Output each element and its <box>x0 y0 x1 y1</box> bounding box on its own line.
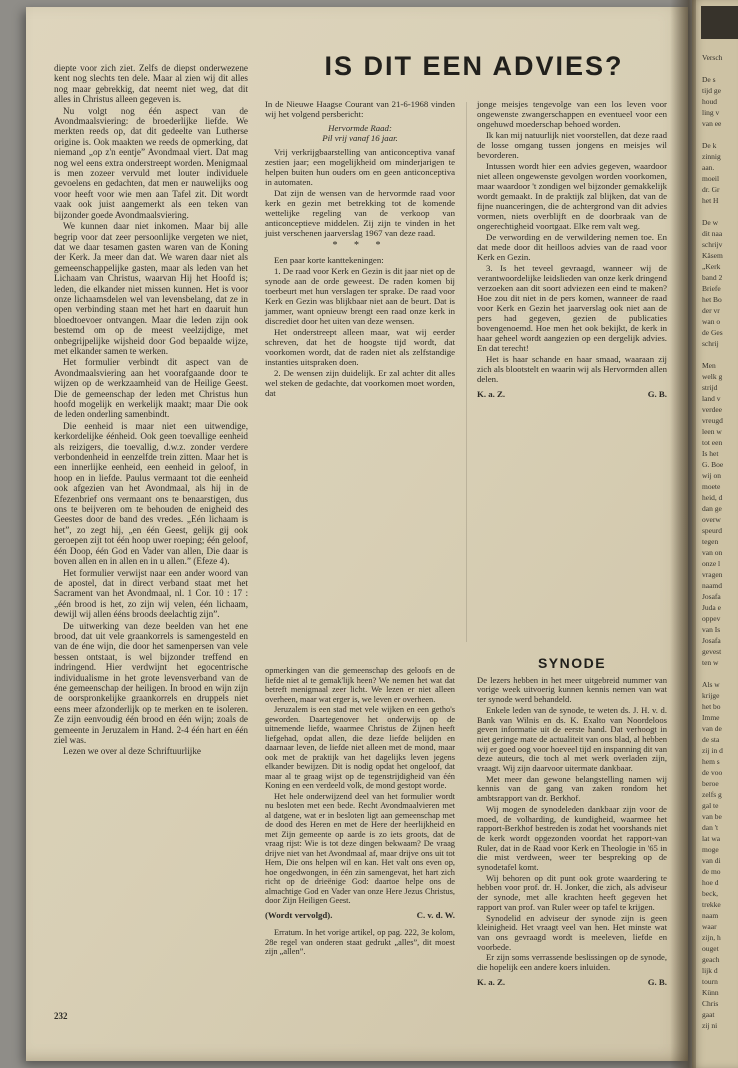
paragraph: onze l <box>702 559 721 568</box>
paragraph: tot een <box>702 438 723 447</box>
paragraph: krijge <box>702 691 720 700</box>
paragraph: Enkele leden van de synode, te weten ds. J. H. v. d. Bank van Wilnis en ds. K. Exalto van Noordeloos geven informatie uit de eerste hand. Dat verhoogt in niet geringe mate de actualiteit van ons blad, al hebben wij er goed oog voor hoeveel tijd en inspanning dit van deze auteurs, die toch al met werk overladen zijn, vraagt. Wij zijn daarvoor uitermate dankbaar. <box>477 704 667 774</box>
paragraph: Briefe <box>702 284 721 293</box>
paragraph: De lezers hebben in het meer uitgebreid nummer van vorige week uitvoerig kunnen kennis nemen van wat ter synode werd behandeld. <box>477 674 667 705</box>
synode-text <box>477 676 667 973</box>
paragraph: Het onderstreept alleen maar, wat wij eerder schreven, dat het de hoogste tijd wordt, dat voorkomen wordt, dat de raden niet als zelfstandige instanties uitspraken doen. <box>265 327 455 367</box>
paragraph: land v <box>702 394 721 403</box>
paragraph: van Is <box>702 625 721 634</box>
paragraph: De s <box>702 75 716 84</box>
synode-column <box>477 655 667 988</box>
paragraph: trekke <box>702 900 721 909</box>
paragraph: Jeruzalem is een stad met vele wijken en een getho's geworden. Daartegenover het onderwijs op de uitnemende liefde, waarmee Christus de Zijnen heeft liefgehad, opdat allen, die deze liefde belijden en daarnaar leven, de liefde niet alleen met de mond, maar ook met de praktijk van het dagelijks leven jegens elkander bewijzen. Dit is nodig opdat het ongeloof, dat maar al te graag wijst op de tegenstrijdigheid van één Koning en een verdeeld volk, de mond gestopt worde. <box>265 705 455 790</box>
paragraph: dit naa <box>702 229 723 238</box>
page-number: 232 <box>54 1011 68 1021</box>
paragraph: In de Nieuwe Haagse Courant van 21-6-1968 vinden wij het volgend persbericht: <box>265 99 455 119</box>
paragraph: Het formulier verwijst naar een ander woord van de apostel, dat in direct verband staat met het Sacrament van het Avondmaal, nl. 1 Cor. 10 : 17 : „één brood is het, zo zijn wij velen, één lichaam, dewijl wij allen ééns broods deelachtig zijn”. <box>54 567 248 620</box>
paragraph: Die eenheid is maar niet een uitwendige, kerkordelijke éénheid. Ook geen toevallige eenheid als reizigers, die toevallig, d.w.z. zonder verdere verbondenheid in eenzelfde trein zitten. Maar het is een innerlijke eenheid, een eenheid in geloof, in hoop en in liefde. Paulus vermaant tot die eenheid ook afgezien van het Avondmaal, als hij in de Efezenbrief ons vermaant ons te benaarstigen, dus ons te beijveren om te behouden de enigheid des Geestes door de band des vredes. „Eén lichaam is het”, zo zegt hij, „en één Geest, gelijk gij ook geroepen zijt tot één hoop uwer roeping; één geloof, één Doop, één God en Vader van allen, Die daar is boven allen en in allen en in u allen.” (Efeze 4). <box>54 420 248 567</box>
paragraph: diepte voor zich ziet. Zelfs de diepst onderwezene kent nog slechts ten dele. Maar al zien wij dit alles nog maar gebrekkig, dat neemt niet weg, dat dit alles in Christus alleen gegeven is. <box>54 63 248 105</box>
paragraph: ten w <box>702 658 719 667</box>
paragraph: naam <box>702 911 719 920</box>
to-be-continued-note: (Wordt vervolgd). <box>265 909 333 920</box>
paragraph: wan o <box>702 317 721 326</box>
paragraph: zij in d <box>702 746 723 755</box>
paragraph: de mo <box>702 867 721 876</box>
paragraph: jonge meisjes tengevolge van een los leven voor ongewenste zwangerschappen en eventueel voor een ongehuwd moederschap behoed worden. <box>477 99 667 129</box>
column-rule <box>466 102 467 642</box>
paragraph: 3. Is het teveel gevraagd, wanneer wij de verantwoordelijke leidslieden van onze kerk dringend verzoeken aan dit soort adviezen een eind te maken? Hoe zou dit niet in de pers komen, wanneer de raad voor Kerk en Gezin het jaarverslag ook niet aan de pers had gegeven, gezien de publicaties bovengenoemd. Hoe men het ook bekijkt, de kerk in haar geheel wordt aangezien op een dergelijk advies. En dat terecht! <box>477 263 667 353</box>
paragraph: lijk d <box>702 966 718 975</box>
paragraph: naamd <box>702 581 722 590</box>
paragraph: zinnig <box>702 152 721 161</box>
paragraph: gaat <box>702 1010 715 1019</box>
paragraph: G. Boe <box>702 460 724 469</box>
paragraph: tegen <box>702 537 719 546</box>
adjacent-page-clipped-text <box>702 52 738 1031</box>
paragraph: ling v <box>702 108 720 117</box>
paragraph: de Ges <box>702 328 723 337</box>
paragraph: Chris <box>702 999 719 1008</box>
paragraph: speurd <box>702 526 722 535</box>
paragraph: De k <box>702 141 717 150</box>
section-divider-stars: * * * <box>332 240 388 251</box>
magazine-page <box>26 7 688 1061</box>
paragraph: Met meer dan gewone belangstelling namen wij kennis van de gang van zaken rondom het ambtsrapport van dr. Berkhof. <box>477 773 667 804</box>
advies-remarks <box>265 255 455 398</box>
paragraph: Een paar korte kanttekeningen: <box>274 255 384 265</box>
paragraph: oppev <box>702 614 721 623</box>
paragraph: het H <box>702 196 719 205</box>
paragraph: dan ge <box>702 504 722 513</box>
paragraph: leen w <box>702 427 722 436</box>
paragraph: Vrij verkrijgbaarstelling van anticonceptiva vanaf zestien jaar; een mogelijkheid om minderjarigen te helpen buiten hun ouders om en geen anticonceptiva in automaten. <box>265 147 455 187</box>
paragraph: tourn <box>702 977 718 986</box>
paragraph: gevest <box>702 647 722 656</box>
adjacent-page-sliver <box>692 0 738 1068</box>
advies-signature-row <box>477 389 667 399</box>
paragraph: verdee <box>702 405 722 414</box>
paragraph: Is het <box>702 449 719 458</box>
advies-press-body <box>265 147 455 238</box>
erratum-note: Erratum. In het vorige artikel, op pag. 222, 3e kolom, 28e regel van onderen staat gedrukt „alles”, dit moest zijn „allen”. <box>265 928 455 956</box>
paragraph: houd <box>702 97 717 106</box>
paragraph: Als w <box>702 680 720 689</box>
paragraph: de voo <box>702 768 723 777</box>
paragraph: van ee <box>702 119 722 128</box>
paragraph: van de <box>702 724 722 733</box>
paragraph: Juda e <box>702 603 721 612</box>
paragraph: Ik kan mij natuurlijk niet voorstellen, dat deze raad de losse omgang tussen jongens en meisjes wil bevorderen. <box>477 130 667 160</box>
paragraph: moeil <box>702 174 720 183</box>
paragraph: Hervormde Raad: <box>328 123 392 133</box>
paragraph: Synodelid en adviseur der synode zijn is geen kleinigheid. Het vraagt veel van hen. Het minste wat van ons gevraagd wordt is meeleven, liefde en voorbede. <box>477 912 667 952</box>
paragraph: strijd <box>702 383 718 392</box>
paragraph: band 2 <box>702 273 723 282</box>
paragraph: Josafa <box>702 592 721 601</box>
paragraph: vreugd <box>702 416 723 425</box>
paragraph: zelfs g <box>702 790 722 799</box>
paragraph: van on <box>702 548 723 557</box>
paragraph: schrij <box>702 339 719 348</box>
paragraph: gal te <box>702 801 719 810</box>
paragraph <box>702 129 738 140</box>
paragraph: van be <box>702 812 722 821</box>
paragraph <box>702 206 738 217</box>
paragraph <box>702 349 738 360</box>
paragraph: Het formulier verbindt dit aspect van de Avondmaalsviering aan het voorafgaande door te wijzen op de werkzaamheid van de Heilige Geest. Die de gemeenschap der leden met Christus hun hoofd mogelijk en werkelijk maakt; maar Die ook de leden onderling samenbindt. <box>54 357 248 420</box>
left-article-column <box>54 63 248 1021</box>
paragraph: van di <box>702 856 721 865</box>
author-initials: C. v. d. W. <box>416 909 455 920</box>
signature-initials-left: K. a. Z. <box>477 389 506 399</box>
paragraph: Er zijn soms verrassende beslissingen op de synode, die hopelijk een andere koers inluiden. <box>477 952 667 973</box>
paragraph: zij ni <box>702 1021 718 1030</box>
synode-heading: SYNODE <box>537 655 607 671</box>
paragraph: „Kerk <box>702 262 721 271</box>
paragraph: Het hele onderwijzend deel van het formulier wordt nu besloten met een bede. Recht Avondmaalvieren met al datgene, wat er in besloten ligt aan gemeenschap met de dood des Heren en met de Here der heerlijkheid en met Zijn gemeente op aarde is zo iets groots, dat de vraag rijst: Wie is tot deze dingen bekwaam? De vraag drijve niet van het Avondmaal af, maar drijve ons uit tot Hem, Die ons helpen wil en kan. Het valt ons even op, hoe ongedwongen, in één zin samengevat, het hart zich richt op de drieënige God: daartoe helpe ons de almachtige God en Vader van onze Here Jezus Christus, door Zijn Heiligen Geest. <box>265 791 455 905</box>
paragraph: aan. <box>702 163 715 172</box>
advies-remarks-continued <box>477 99 667 384</box>
paragraph: Versch <box>702 53 723 62</box>
paragraph: ouget <box>702 944 719 953</box>
paragraph: het Bo <box>702 295 722 304</box>
paragraph: het bo <box>702 702 721 711</box>
paragraph: moge <box>702 845 719 854</box>
paragraph: 1. De raad voor Kerk en Gezin is dit jaar niet op de synode aan de orde geweest. De raden komen bij toerbeurt met hun verslagen ter sprake. De raad voor Kerk en Gezin was blijkbaar niet aan de beurt. Dat is jammer, want opnieuw brengt een raad onze kerk in discrediet door het uiten van deze wensen. <box>265 266 455 326</box>
paragraph: beroe <box>702 779 719 788</box>
paragraph: Dat zijn de wensen van de hervormde raad voor kerk en gezin met betrekking tot de komende wettelijke regeling van de verkoop van anticonceptieve middelen. Zij zijn te vinden in het juist verschenen jaarverslag 1967 van deze raad. <box>265 188 455 238</box>
paragraph: opmerkingen van die gemeenschap des geloofs en de liefde niet al te gemak'lijk heen? We nemen het wat dat betreft menigmaal zeer licht. We lezen er niet alleen overheen, maar wat erger is, we leven er overheen. <box>265 666 455 704</box>
paragraph: Wij mogen de synodeleden dankbaar zijn voor de moed, de volharding, de kundigheid, waarmee het rapport-Berkhof bestreden is zodat het voorshands niet de kerk wordt opgezonden voordat het rapport-van Ruler, dat in de Raad voor Kerk en Theologie in '65 in die mist verdween, weer ter bespreking op de synodetafel komt. <box>477 803 667 873</box>
continuation-signature-row <box>265 911 455 921</box>
paragraph: geach <box>702 955 720 964</box>
paragraph: welk g <box>702 372 723 381</box>
signature-initials-right: G. B. <box>647 976 667 987</box>
paragraph: Käsem <box>702 251 723 260</box>
paragraph: hoe d <box>702 878 719 887</box>
paragraph: der vr <box>702 306 720 315</box>
paragraph: Wij behoren op dit punt ook grote waardering te hebben voor prof. dr. H. Jonker, die zich, als adviseur der synode, met alle krachten heeft gegeven het rapport van prof. van Ruler weer op tafel te krijgen. <box>477 872 667 912</box>
advies-column-2 <box>477 99 667 399</box>
paragraph: moete <box>702 482 721 491</box>
paragraph: Men <box>702 361 716 370</box>
paragraph: De verwording en de verwildering nemen toe. En dat mede door dit heilloos advies van de raad voor Kerk en Gezin. <box>477 232 667 262</box>
paragraph: Het is haar schande en haar smaad, waaraan zij zich als blootstelt en waarin wij als Hervormden allen delen. <box>477 354 667 384</box>
adjacent-page-dark-block <box>701 6 738 39</box>
paragraph: Pil vrij vanaf 16 jaar. <box>322 133 398 143</box>
article-headline: IS DIT EEN ADVIES? <box>324 51 624 81</box>
paragraph: Josafa <box>702 636 721 645</box>
paragraph: heid, d <box>702 493 723 502</box>
paragraph: dr. Gr <box>702 185 720 194</box>
paragraph: overw <box>702 515 721 524</box>
advies-intro <box>265 99 455 119</box>
paragraph: waar <box>702 922 717 931</box>
paragraph: de sta <box>702 735 720 744</box>
paragraph: Imme <box>702 713 720 722</box>
paragraph: schrijv <box>702 240 723 249</box>
paragraph: zijn, h <box>702 933 721 942</box>
paragraph: Intussen wordt hier een advies gegeven, waardoor niet alleen ongewenste gevolgen worden voorkomen, maar waardoor 't zondigen wel bijzonder gemakkelijk wordt gemaakt. In de praktijk zal blijken, dat van de fijne nuanceringen, die de achtergrond van dit advies vormen, niets overblijft en de doorbraak van de ongerechtigheid voortgaat. Elke rem valt weg. <box>477 161 667 231</box>
paragraph: Künn <box>702 988 719 997</box>
press-release-title <box>265 123 455 143</box>
advies-column-1 <box>265 99 455 399</box>
paragraph: lat wa <box>702 834 721 843</box>
paragraph: 2. De wensen zijn duidelijk. Er zal achter dit alles wel steken de gedachte, dat voorkomen moet worden, dat <box>265 368 455 398</box>
signature-initials-right: G. B. <box>647 389 667 399</box>
paragraph: De w <box>702 218 719 227</box>
paragraph: vragen <box>702 570 723 579</box>
avondmaal-continuation-column <box>265 666 455 958</box>
paragraph: Lezen we over al deze Schriftuurlijke <box>63 746 202 757</box>
paragraph: tijd ge <box>702 86 721 95</box>
paragraph <box>702 668 738 679</box>
paragraph: hem s <box>702 757 720 766</box>
paragraph: beck, <box>702 889 719 898</box>
paragraph: wij on <box>702 471 721 480</box>
paragraph: dan 't <box>702 823 719 832</box>
synode-signature-row <box>477 978 667 988</box>
paragraph <box>702 63 738 74</box>
paragraph: De uitwerking van deze beelden van het ene brood, dat uit vele graankorrels is samengesteld en van de éne wijn, die door het samenpersen van vele bessen ontstaat, is wel bijzonder treffend en indringend. Hier verdwijnt het egocentrische individualisme in het grote levensverband van de éne gemeenschap der heiligen. In brood en wijn zijn de oorspronkelijke graankorrels en druppels niet eens meer afzonderlijk op te merken en te isoleren. Ze zijn eenvoudig één brood en één wijn; zoals de gemeente in Jeruzalem in Hand. 2-4 één hart en één ziel was. <box>54 620 248 745</box>
paragraph: Nu volgt nog één aspect van de Avondmaalsviering: de broederlijke liefde. We merkten reeds op, dat dit gedeelte van Lutherse origine is. Ook maakten we reeds de opmerking, dat niemand „op z'n eentje” Avondmaal viert. Dat mag nog wel eens extra onderstreept worden. Menigmaal is men zozeer vervuld met louter individuele gevoelens en gedachten, dat men er nauwelijks oog voor heeft voor wie men aan Tafel zit. Dit wordt vaak ook juist aangemerkt als een teken van bijzonder goede Avondmaalsviering. <box>54 105 248 220</box>
avondmaal-continuation-text <box>265 666 455 906</box>
paragraph: We kunnen daar niet inkomen. Maar bij alle begrip voor dat zeer persoonlijke vergeten we niet, dat we daar tesamen gasten waren van de Koning der Kerk. Ja meer dan dat. We waren daar niet als gemeenschappelijke gasten, maar als leden van het Lichaam van Christus, waarvan Hij het Hoofd is; leden, die elkander niet missen kunnen. Het is voor onze lichaamsdelen wel van levensbelang, dat ze in open verbinding staan met het hart en daaruit hun bloedtoevoer ontvangen. Maar die leden zijn ook bestemd om op de meest veelzijdige, met onbegrijpelijke wijsheid door God bepaalde wijze, met elkander samen te werken. <box>54 221 248 356</box>
signature-initials-left: K. a. Z. <box>477 976 506 987</box>
